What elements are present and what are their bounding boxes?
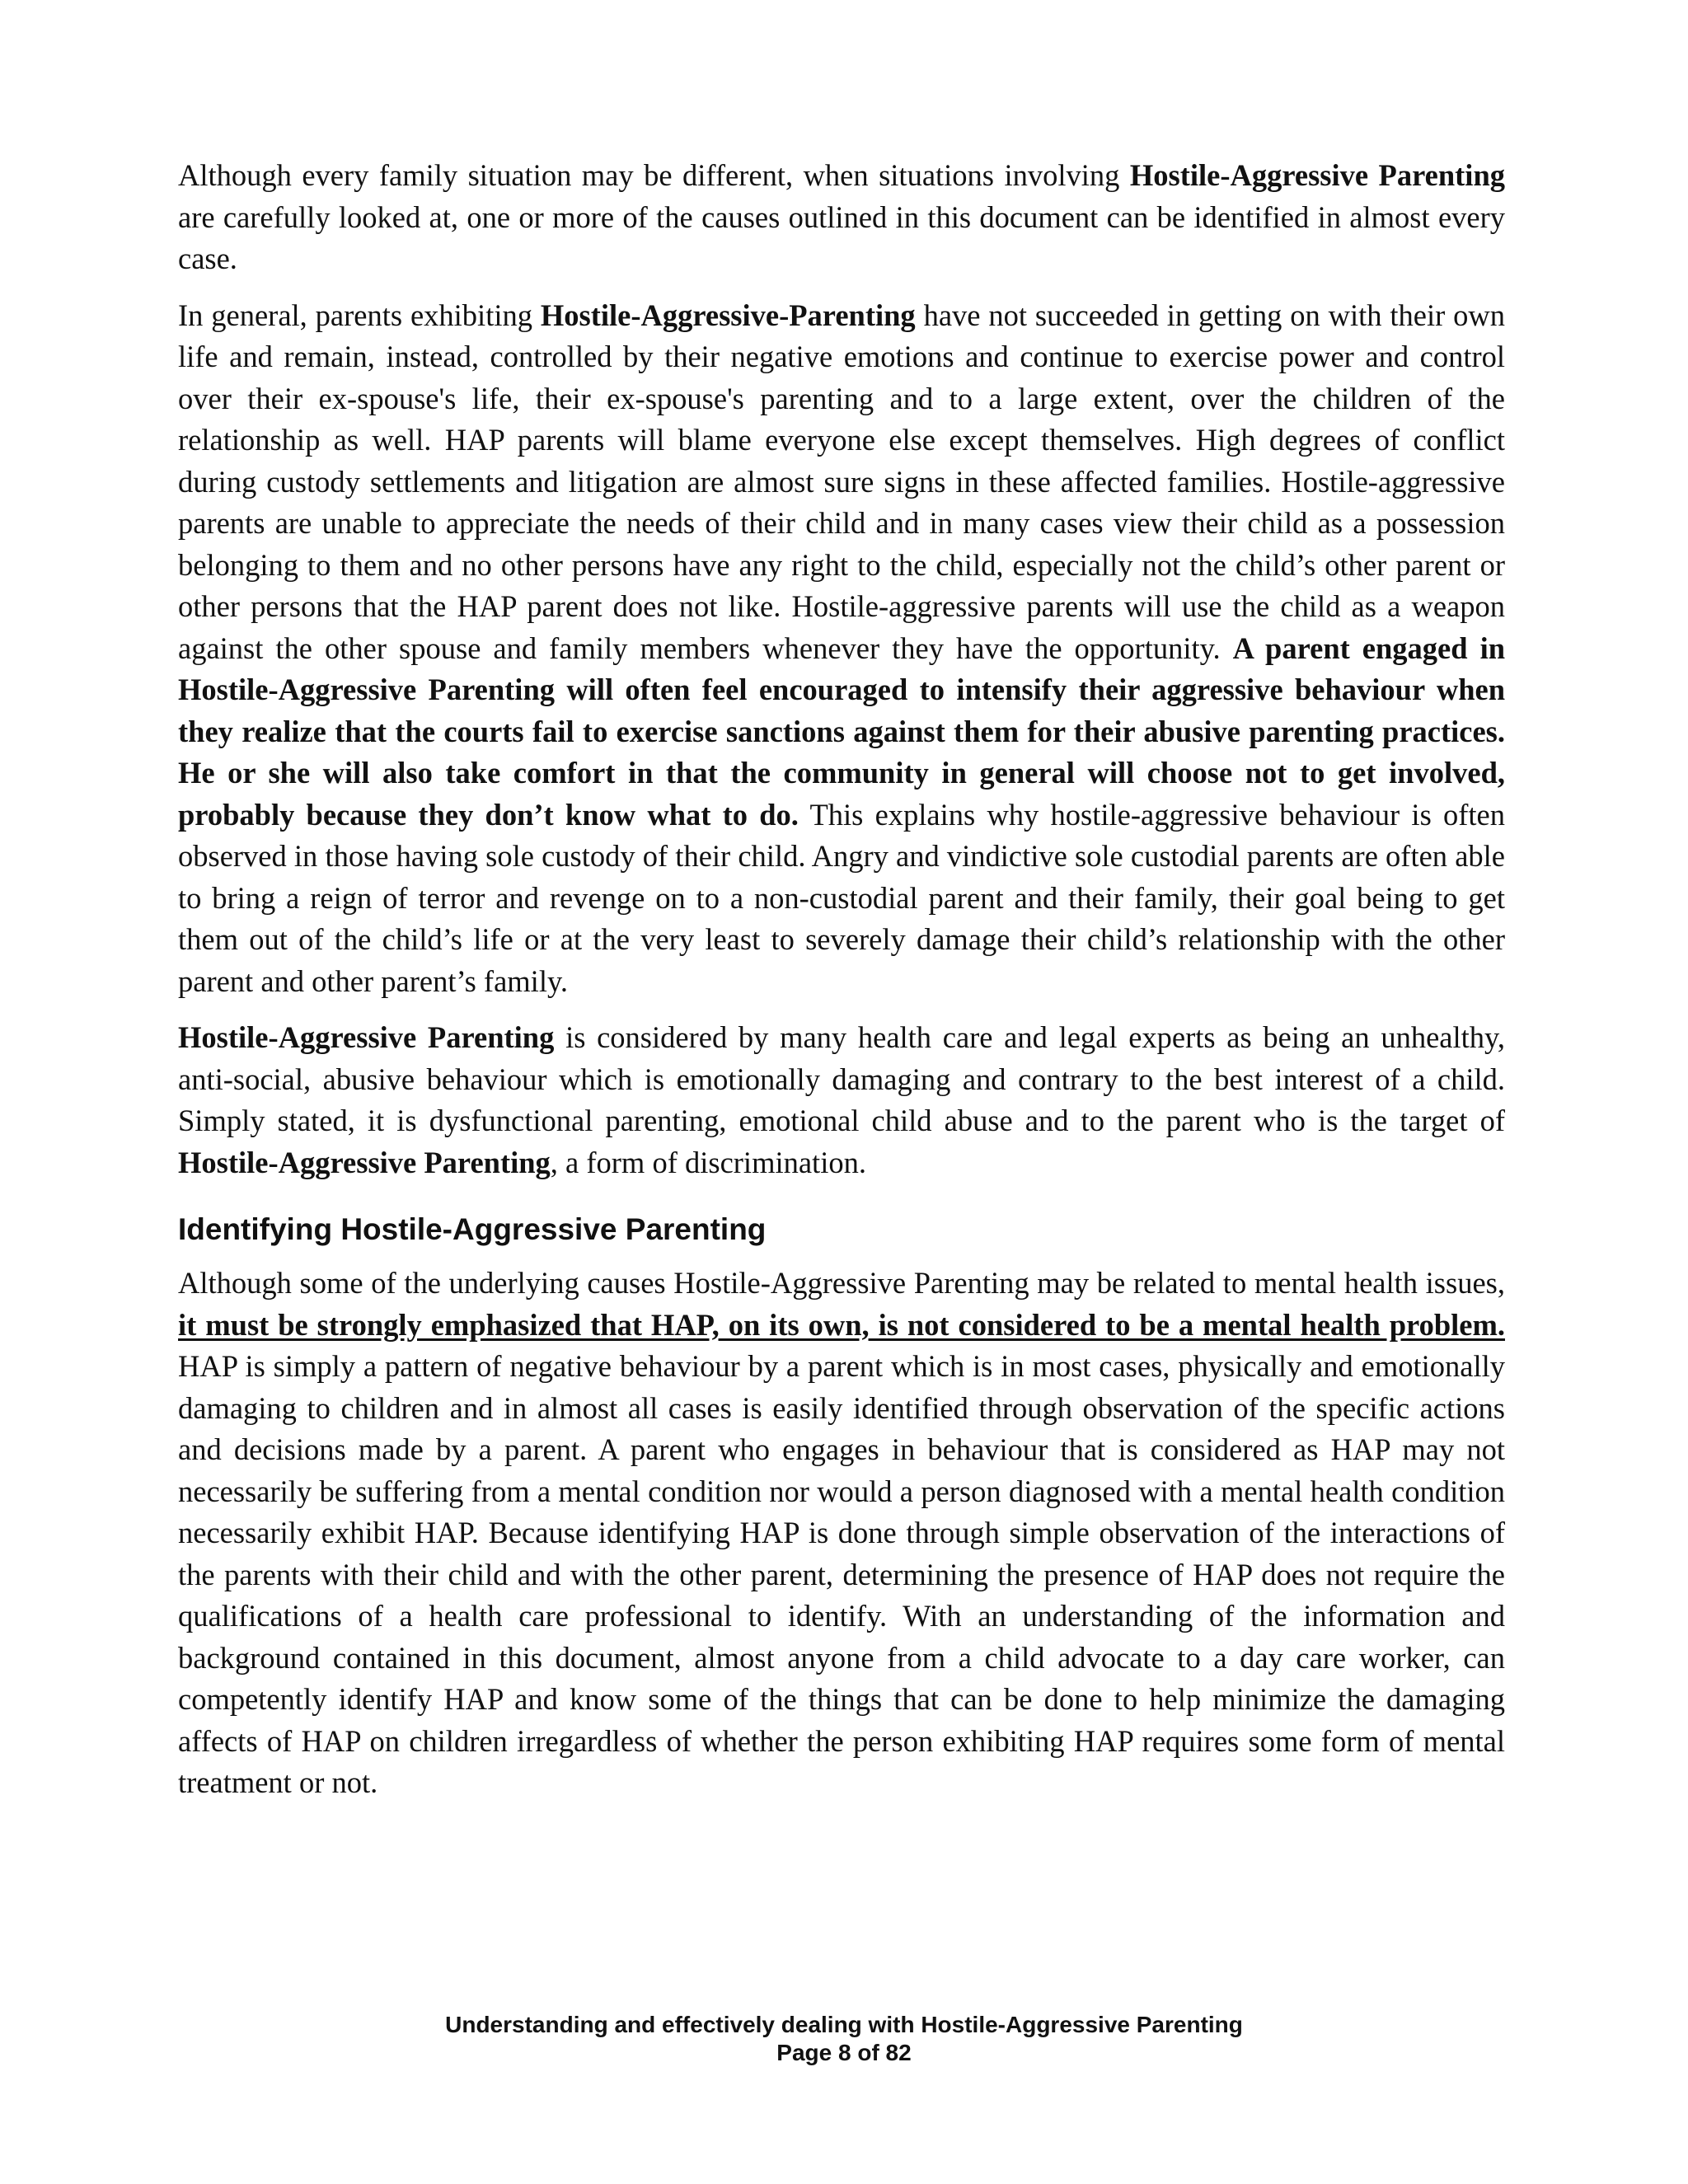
bold-term: Hostile-Aggressive Parenting: [1129, 158, 1505, 192]
text-run: , a form of discrimination.: [550, 1145, 866, 1179]
text-run: Although some of the underlying causes Hostile-Aggressive Parenting may be related to mental health issues,: [178, 1266, 1505, 1300]
paragraph-general: [178, 295, 1505, 1003]
paragraph-definition: [178, 1017, 1505, 1183]
text-run: have not succeeded in getting on with their own life and remain, instead, controlled by their negative emotions and continue to exercise power and control over their ex-spouse's life, their ex-spouse's parenting and to a large extent, over the children of the relationship as well. HAP parents will blame everyone else except themselves. High degrees of conflict during custody settlements and litigation are almost sure signs in these affected families. Hostile-aggressive parents are unable to appreciate the needs of their child and in many cases view their child as a possession belonging to them and no other persons have any right to the child, especially not the child’s other parent or other persons that the HAP parent does not like. Hostile-aggressive parents will use the child as a weapon against the other spouse and family members whenever they have the opportunity.: [178, 298, 1505, 665]
paragraph-intro: [178, 155, 1505, 280]
text-run: In general, parents exhibiting: [178, 298, 541, 332]
bold-underlined-emphasis: it must be strongly emphasized that HAP, on its own, is not considered to be a mental health problem.: [178, 1307, 1505, 1342]
text-run: Although every family situation may be different, when situations involving: [178, 158, 1130, 192]
text-run: This explains why hostile-aggressive behaviour is often observed in those having sole custody of their child. Angry and vindictive sole custodial parents are often able to bring a reign of terror and revenge on to a non-custodial parent and their family, their goal being to get them out of the child’s life or at the very least to severely damage their child’s relationship with the other parent and other parent’s family.: [178, 797, 1505, 998]
bold-term: Hostile-Aggressive Parenting: [178, 1020, 555, 1054]
paragraph-identifying: [178, 1263, 1505, 1804]
bold-term: Hostile-Aggressive-Parenting: [540, 298, 916, 332]
bold-emphasis: A parent engaged in Hostile-Aggressive Parenting will often feel encouraged to intensify their aggressive behaviour when they realize that the courts fail to exercise sanctions against them for their abusive parenting practices. He or she will also take comfort in that the community in general will choose not to get involved, probably because they don’t know what to do.: [178, 630, 1506, 832]
section-heading: Identifying Hostile-Aggressive Parenting: [178, 1212, 767, 1246]
text-run: are carefully looked at, one or more of the causes outlined in this document can be identified in almost every case.: [178, 199, 1505, 275]
footer-page-number: Page 8 of 82: [776, 2040, 912, 2065]
page-footer: [0, 2011, 1688, 2067]
text-run: HAP is simply a pattern of negative behaviour by a parent which is in most cases, physically and emotionally damaging to children and in almost all cases is easily identified through observation of the specific actions and decisions made by a parent. A parent who engages in behaviour that is considered as HAP may not necessarily be suffering from a mental condition nor would a person diagnosed with a mental health condition necessarily exhibit HAP. Because identifying HAP is done through simple observation of the interactions of the parents with their child and with the other parent, determining the presence of HAP does not require the qualifications of a health care professional to identify. With an understanding of the information and background contained in this document, almost anyone from a child advocate to a day care worker, can competently identify HAP and know some of the things that can be done to help minimize the damaging affects of HAP on children irregardless of whether the person exhibiting HAP requires some form of mental treatment or not.: [178, 1349, 1505, 1799]
bold-term: Hostile-Aggressive Parenting: [178, 1145, 551, 1179]
text-run: is considered by many health care and legal experts as being an unhealthy, anti-social, abusive behaviour which is emotionally damaging and contrary to the best interest of a child. Simply stated, it is dysfunctional parenting, emotional child abuse and to the parent who is the target of: [178, 1020, 1506, 1137]
footer-document-title: Understanding and effectively dealing with Hostile-Aggressive Parenting: [445, 2012, 1243, 2037]
document-page: [178, 155, 1505, 1819]
